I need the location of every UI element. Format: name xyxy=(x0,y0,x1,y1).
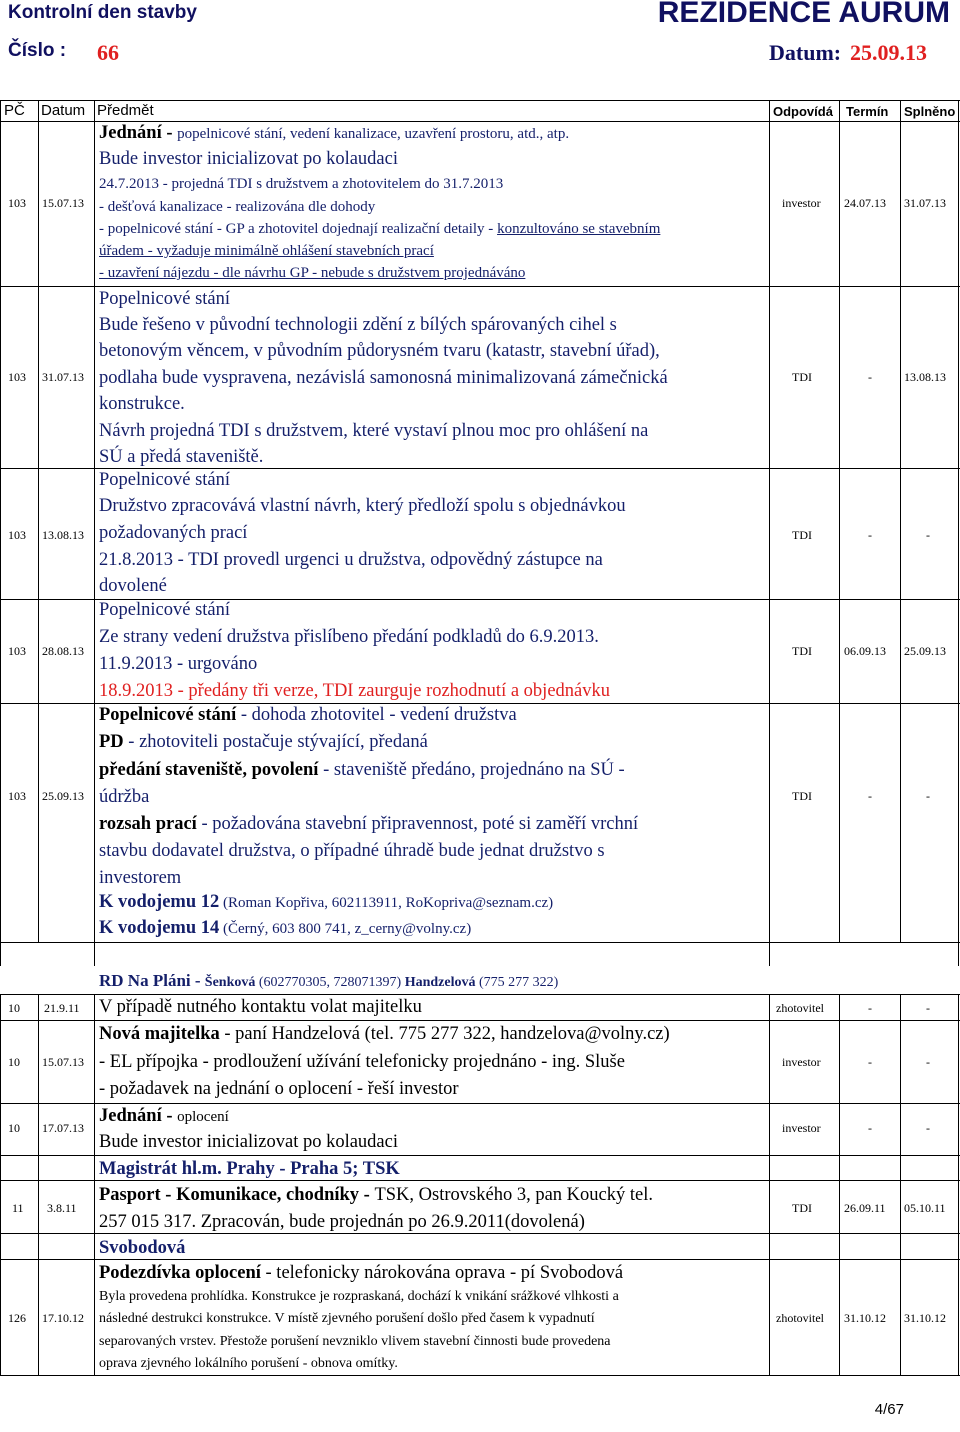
row-line: Ze strany vedení družstva přislíbeno předání podkladů do 6.9.2013. xyxy=(99,627,599,647)
row-line: konstrukce. xyxy=(99,394,185,414)
row-line: podlaha bude vyspravena, nezávislá samonosná minimalizovaná zámečnická xyxy=(99,368,668,388)
row-responsible: TDI xyxy=(792,789,812,803)
row-line: 11.9.2013 - urgováno xyxy=(99,654,258,674)
row-responsible: investor xyxy=(782,196,821,210)
section-heading: Svobodová xyxy=(99,1238,186,1258)
row-pc: 126 xyxy=(8,1311,26,1325)
row-line: 257 015 317. Zpracován, bude projednán po 26.9.2011(dovolená) xyxy=(99,1212,585,1232)
row-line: Popelnicové stání xyxy=(99,289,231,309)
row-line: PD - zhotoviteli postačuje stývající, předaná xyxy=(99,732,428,752)
row-done: - xyxy=(926,1121,930,1135)
number-value: 66 xyxy=(97,40,119,65)
row-line: dovolené xyxy=(99,576,167,596)
row-pc: 103 xyxy=(8,644,26,658)
row-line: - EL přípojka - prodloužení užívání telefonicky projednáno - ing. Sluše xyxy=(99,1052,625,1072)
row-date: 3.8.11 xyxy=(47,1201,77,1215)
row-line: K vodojemu 12 (Roman Kopřiva, 602113911, RoKopriva@seznam.cz) xyxy=(99,892,554,912)
number-label: Číslo : xyxy=(8,40,67,61)
col-header-pc: PČ xyxy=(4,102,25,119)
row-pc: 103 xyxy=(8,370,26,384)
row-date: 13.08.13 xyxy=(42,528,84,542)
row-pc: 10 xyxy=(8,1121,20,1135)
col-header-datum: Datum xyxy=(41,102,86,119)
row-done: 13.08.13 xyxy=(904,370,946,384)
col-header-predmet: Předmět xyxy=(97,102,154,119)
row-responsible: TDI xyxy=(792,1201,812,1215)
row-term: 24.07.13 xyxy=(844,196,886,210)
row-line: Bude investor inicializovat po kolaudaci xyxy=(99,149,398,169)
row-line: betonovým věncem, v původním půdorysném tvaru (katastr, stavební úřad), xyxy=(99,341,660,361)
row-date: 31.07.13 xyxy=(42,370,84,384)
col-header-termin: Termín xyxy=(846,104,889,119)
row-term: - xyxy=(868,370,872,384)
row-responsible: investor xyxy=(782,1055,821,1069)
row-date: 15.07.13 xyxy=(42,1055,84,1069)
row-line: Popelnicové stání - dohoda zhotovitel - vedení družstva xyxy=(99,705,517,725)
row-line: Popelnicové stání xyxy=(99,470,231,490)
row-term: - xyxy=(868,1001,872,1015)
row-line: Jednání - oplocení xyxy=(99,1106,229,1126)
document-title: Kontrolní den stavby xyxy=(8,2,197,23)
row-line: Podezdívka oplocení - telefonicky nárokována oprava - pí Svobodová xyxy=(99,1263,624,1283)
row-done: - xyxy=(926,1001,930,1015)
row-line: Jednání - popelnicové stání, vedení kanalizace, uzavření prostoru, atd., atp. xyxy=(99,123,570,143)
row-term: - xyxy=(868,789,872,803)
row-done: - xyxy=(926,1055,930,1069)
row-line: Byla provedena prohlídka. Konstrukce je rozpraskaná, dochází k vnikání srážkové vlhkosti a xyxy=(99,1289,619,1304)
row-done: - xyxy=(926,528,930,542)
date-value: 25.09.13 xyxy=(850,40,927,65)
row-line: SÚ a předá staveniště. xyxy=(99,447,264,467)
row-line: Pasport - Komunikace, chodníky - TSK, Ostrovského 3, pan Koucký tel. xyxy=(99,1185,653,1205)
row-pc: 103 xyxy=(8,528,26,542)
row-line: 21.8.2013 - TDI provedl urgenci u družstva, odpovědný zástupce na xyxy=(99,550,603,570)
row-pc: 10 xyxy=(8,1001,20,1015)
row-date: 17.07.13 xyxy=(42,1121,84,1135)
row-term: - xyxy=(868,528,872,542)
row-line: údržba xyxy=(99,787,150,807)
row-date: 15.07.13 xyxy=(42,196,84,210)
row-done: 25.09.13 xyxy=(904,644,946,658)
section-heading: Magistrát hl.m. Prahy - Praha 5; TSK xyxy=(99,1159,400,1179)
row-done: - xyxy=(926,789,930,803)
row-term: 26.09.11 xyxy=(844,1201,886,1215)
row-term: 06.09.13 xyxy=(844,644,886,658)
row-date: 17.10.12 xyxy=(42,1311,84,1325)
section-heading: RD Na Pláni - Šenková (602770305, 728071397) Handzelová (775 277 322) xyxy=(99,971,559,990)
row-date: 21.9.11 xyxy=(44,1001,80,1015)
row-line: - dešťová kanalizace - realizována dle dohody xyxy=(99,199,376,215)
col-header-odpovida: Odpovídá xyxy=(773,104,833,119)
row-line: - popelnicové stání - GP a zhotovitel dojednají realizační detaily - konzultováno se stavebním xyxy=(99,221,661,237)
row-pc: 103 xyxy=(8,789,26,803)
row-responsible: zhotovitel xyxy=(776,1311,824,1325)
row-line: V případě nutného kontaktu volat majitelku xyxy=(99,997,422,1017)
row-line: Bude investor inicializovat po kolaudaci xyxy=(99,1132,398,1152)
row-line: předání staveniště, povolení - staveniště předáno, projednáno na SÚ - xyxy=(99,760,625,780)
row-term: - xyxy=(868,1121,872,1135)
row-date: 25.09.13 xyxy=(42,789,84,803)
row-line: 18.9.2013 - předány tři verze, TDI zaurguje rozhodnutí a objednávku xyxy=(99,681,610,701)
row-line: investorem xyxy=(99,868,182,888)
row-line: Družstvo zpracovává vlastní návrh, který předloží spolu s objednávkou xyxy=(99,496,626,516)
row-line: oprava zjevného lokálního porušení - obnova omítky. xyxy=(99,1356,398,1371)
row-line: stavbu dodavatel družstva, o případné úhradě bude jednat družstvo s xyxy=(99,841,605,861)
row-line: Návrh projedná TDI s družstvem, které vystaví plnou moc pro ohlášení na xyxy=(99,421,649,441)
row-term: 31.10.12 xyxy=(844,1311,886,1325)
row-pc: 103 xyxy=(8,196,26,210)
row-line: Nová majitelka - paní Handzelová (tel. 775 277 322, handzelova@volny.cz) xyxy=(99,1024,670,1044)
row-line: Popelnicové stání xyxy=(99,600,231,620)
row-done: 31.10.12 xyxy=(904,1311,946,1325)
row-responsible: TDI xyxy=(792,370,812,384)
project-title: REZIDENCE AURUM xyxy=(657,0,950,29)
row-line: separovaných vrstev. Přestože porušení nevzniklo vlivem stavební činnosti bude provedena xyxy=(99,1334,611,1349)
row-responsible: investor xyxy=(782,1121,821,1135)
row-line: následné destrukci konstrukce. V místě zjevného porušení došlo před časem k vypadnutí xyxy=(99,1311,595,1326)
col-header-splneno: Splněno xyxy=(904,104,956,119)
date-label: Datum: xyxy=(769,40,842,65)
row-line: rozsah prací - požadována stavební připravennost, poté si zaměří vrchní xyxy=(99,814,639,834)
row-pc: 10 xyxy=(8,1055,20,1069)
row-line: - uzavření nájezdu - dle návrhu GP - nebude s družstvem projednáváno xyxy=(99,265,526,281)
row-line: Bude řešeno v původní technologii zdění z bílých spárovaných cihel s xyxy=(99,315,617,335)
row-line: - požadavek na jednání o oplocení - řeší investor xyxy=(99,1079,459,1099)
row-line: úřadem - vyžaduje minimálně ohlášení stavebních prací xyxy=(99,243,434,259)
page-number: 4/67 xyxy=(874,1401,904,1418)
row-responsible: TDI xyxy=(792,528,812,542)
row-line: 24.7.2013 - projedná TDI s družstvem a zhotovitelem do 31.7.2013 xyxy=(99,176,504,192)
row-line: K vodojemu 14 (Černý, 603 800 741, z_cerny@volny.cz) xyxy=(99,918,472,938)
row-done: 31.07.13 xyxy=(904,196,946,210)
row-term: - xyxy=(868,1055,872,1069)
row-pc: 11 xyxy=(12,1201,24,1215)
row-responsible: zhotovitel xyxy=(776,1001,824,1015)
row-done: 05.10.11 xyxy=(904,1201,946,1215)
row-line: požadovaných prací xyxy=(99,523,248,543)
row-responsible: TDI xyxy=(792,644,812,658)
row-date: 28.08.13 xyxy=(42,644,84,658)
